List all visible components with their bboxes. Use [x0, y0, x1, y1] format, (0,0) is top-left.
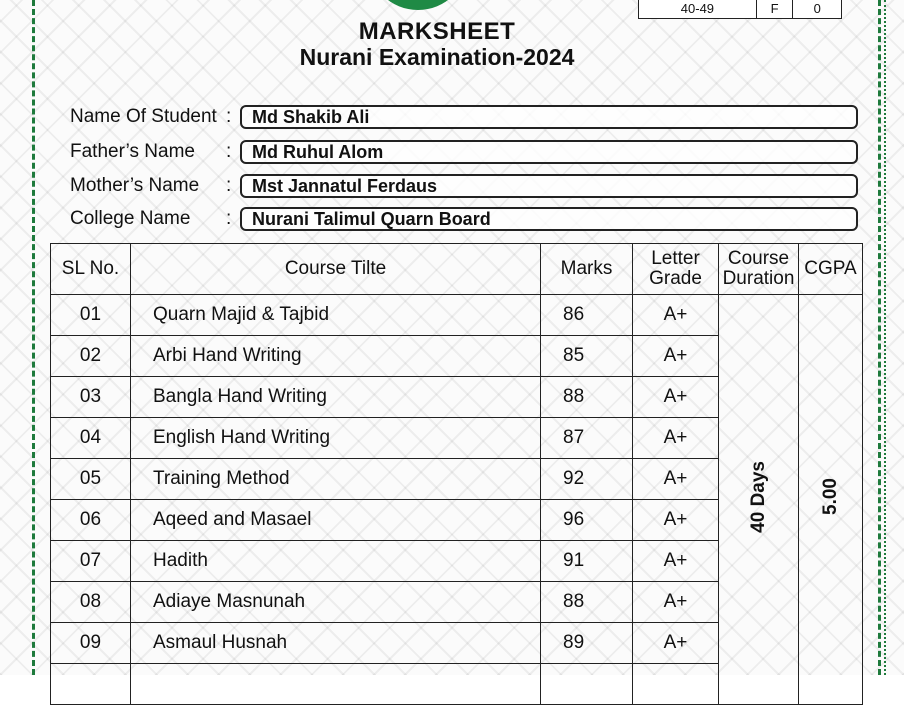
cgpa-value: 5.00 [819, 478, 841, 515]
header-duration-line2: Duration [722, 268, 795, 289]
page-title: MARKSHEET [358, 18, 516, 45]
header-sl: SL No. [51, 244, 131, 295]
duration-cell [719, 295, 799, 705]
row-marks: 91 [541, 541, 633, 582]
row-course: Adiaye Masnunah [131, 582, 541, 623]
info-label: Father’s Name [70, 141, 195, 162]
grade-scale-range: 40-49 [639, 0, 757, 18]
row-sl: 08 [51, 582, 131, 623]
row-marks: 88 [541, 377, 633, 418]
info-colon: : [226, 208, 232, 229]
row-course: English Hand Writing [131, 418, 541, 459]
info-label: Mother’s Name [70, 175, 200, 196]
right-border-dotted [884, 0, 886, 675]
page-subtitle: Nurani Examination-2024 [299, 44, 575, 70]
row-grade: A+ [633, 541, 719, 582]
row-grade: A+ [633, 336, 719, 377]
info-value-box: Mst Jannatul Ferdaus [240, 174, 858, 198]
row-marks: 86 [541, 295, 633, 336]
cgpa-cell [799, 295, 863, 705]
info-row [70, 206, 240, 232]
row-course: Bangla Hand Writing [131, 377, 541, 418]
grade-scale-row [638, 0, 842, 19]
header-marks: Marks [541, 244, 633, 295]
row-sl: 01 [51, 295, 131, 336]
grade-scale-grade: F [757, 0, 794, 18]
info-colon: : [226, 175, 232, 196]
info-row [70, 139, 240, 165]
header-grade-line1: Letter [651, 248, 700, 269]
row-sl: 09 [51, 623, 131, 664]
info-value-box: Md Ruhul Alom [240, 140, 858, 164]
info-value-box: Md Shakib Ali [240, 105, 858, 129]
row-marks: 87 [541, 418, 633, 459]
row-marks: 88 [541, 582, 633, 623]
right-border [878, 0, 881, 675]
row-grade: A+ [633, 459, 719, 500]
row-course: Aqeed and Masael [131, 500, 541, 541]
row-sl: 04 [51, 418, 131, 459]
row-sl: 06 [51, 500, 131, 541]
header-duration-line1: Course [727, 248, 790, 269]
header-grade [633, 244, 719, 295]
row-grade: A+ [633, 295, 719, 336]
table-header-row [51, 244, 863, 295]
row-grade: A+ [633, 418, 719, 459]
header-grade-line2: Grade [649, 268, 702, 289]
info-row [70, 173, 240, 199]
header-cgpa: CGPA [799, 244, 863, 295]
row-grade: A+ [633, 582, 719, 623]
header-course: Course Tilte [131, 244, 541, 295]
row-course: Training Method [131, 459, 541, 500]
row-marks: 85 [541, 336, 633, 377]
row-course: Arbi Hand Writing [131, 336, 541, 377]
row-sl: 07 [51, 541, 131, 582]
row-grade: A+ [633, 377, 719, 418]
table-row [51, 295, 863, 336]
info-row [70, 104, 240, 130]
marks-table [50, 243, 863, 705]
row-grade: A+ [633, 500, 719, 541]
header-duration [719, 244, 799, 295]
row-sl: 02 [51, 336, 131, 377]
row-marks: 89 [541, 623, 633, 664]
row-marks: 92 [541, 459, 633, 500]
row-sl: 03 [51, 377, 131, 418]
row-course: Asmaul Husnah [131, 623, 541, 664]
row-sl: 05 [51, 459, 131, 500]
course-duration: 40 Days [747, 460, 769, 533]
grade-scale-point: 0 [813, 0, 821, 16]
info-colon: : [226, 141, 232, 162]
row-course: Quarn Majid & Tajbid [131, 295, 541, 336]
info-label: Name Of Student [70, 106, 217, 127]
info-label: College Name [70, 208, 191, 229]
row-marks: 96 [541, 500, 633, 541]
row-grade: A+ [633, 623, 719, 664]
info-value-box: Nurani Talimul Quarn Board [240, 207, 858, 231]
info-colon: : [226, 106, 232, 127]
row-course: Hadith [131, 541, 541, 582]
left-border [32, 0, 35, 675]
